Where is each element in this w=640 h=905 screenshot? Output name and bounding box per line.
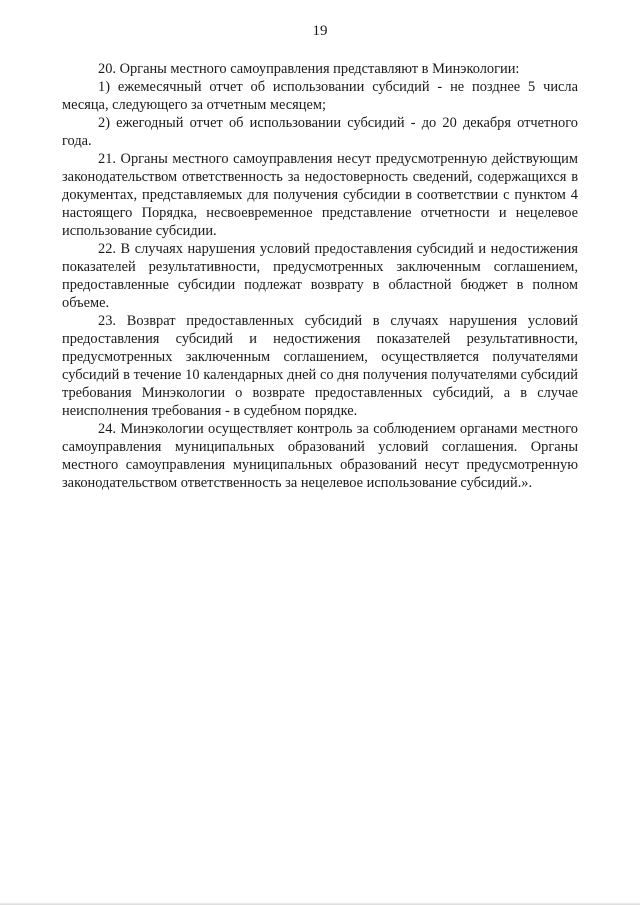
paragraph-22: 22. В случаях нарушения условий предоставления субсидий и недостижения показателей результативности, предусмотренных заключенным соглашением, предоставленные субсидии подлежат возврату в областной бюджет в полном объеме.: [62, 241, 578, 311]
document-body: [62, 60, 578, 492]
paragraph-21: 21. Органы местного самоуправления несут предусмотренную действующим законодательством ответственность за недостоверность сведений, содержащихся в документах, представляемых для получения субсидии в соответствии с пунктом 4 настоящего Порядка, несвоевременное представление отчетности и нецелевое использование субсидии.: [62, 151, 578, 239]
page-number: 19: [312, 23, 328, 39]
paragraph-20-item-1: 1) ежемесячный отчет об использовании субсидий - не позднее 5 числа месяца, следующего за отчетным месяцем;: [62, 79, 578, 113]
paragraph-20: 20. Органы местного самоуправления представляют в Минэкологии:: [98, 61, 520, 77]
paragraph-20-item-2: 2) ежегодный отчет об использовании субсидий - до 20 декабря отчетного года.: [62, 115, 578, 149]
paragraph-24: 24. Минэкологии осуществляет контроль за соблюдением органами местного самоуправления муниципальных образований условий соглашения. Органы местного самоуправления муниципальных образований несут предусмотренную законодательством ответственность за нецелевое использование субсидий.».: [62, 421, 578, 491]
paragraph-23: 23. Возврат предоставленных субсидий в случаях нарушения условий предоставления субсидий и недостижения показателей результативности, предусмотренных заключенным соглашением, осуществляется получателями субсидий в течение 10 календарных дней со дня получения получателями субсидий требования Минэкологии о возврате предоставленных субсидий, а в случае неисполнения требования - в судебном порядке.: [62, 313, 578, 419]
